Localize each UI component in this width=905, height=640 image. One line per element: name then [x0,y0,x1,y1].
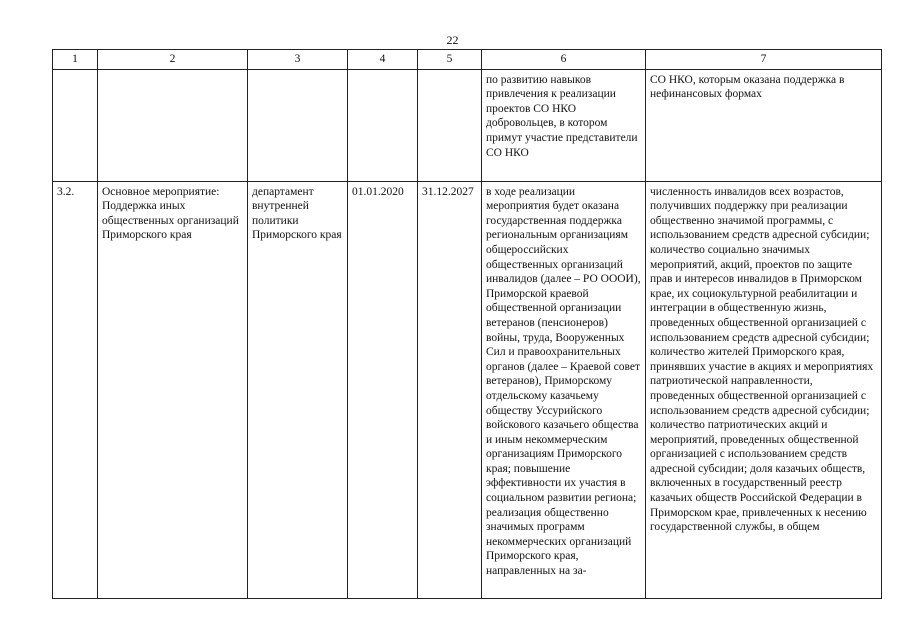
cell-indicators: численность инвалидов всех возрастов, получивших поддержку при реализации общественно значимой программы, с использованием средств адресной субсидии; количество социально значимых мероприятий, акций, проектов по защите прав и интересов инвалидов в Приморском крае, их социокультурной реабилитации и интеграции в общественную жизнь, проведенных общественной организацией с использованием средств адресной субсидии; количество жителей Приморского края, принявших участие в акциях и мероприятиях патриотической направленности, проведенных общественной организацией с использованием средств адресной субсидии; количество патриотических акций и мероприятий, проведенных общественной организацией с использованием средств адресной субсидии; доля казачьих обществ, включенных в государственный реестр казачьих обществ Российской Федерации в Приморском крае, привлеченных к несению государственной службы, в общем [646,181,882,598]
page-number: 22 [446,33,459,47]
table-row [53,69,882,181]
cell-executor: департамент внутренней политики Приморского края [248,181,348,598]
cell-measure-name: Основное мероприятие: Поддержка иных общественных организаций Приморского края [98,181,248,598]
cell-empty [348,69,418,181]
measures-table [52,49,882,599]
cell-start-date: 01.01.2020 [348,181,418,598]
cell-empty [418,69,482,181]
cell-end-date: 31.12.2027 [418,181,482,598]
header-col-6: 6 [482,50,646,70]
header-col-3: 3 [248,50,348,70]
header-col-1: 1 [53,50,98,70]
cell-result: в ходе реализации мероприятия будет оказана государственная поддержка региональным организациям общероссийских общественных организаций инвалидов (далее – РО ОООИ), Приморской краевой общественной организации ветеранов (пенсионеров) войны, труда, Вооруженных Сил и правоохранительных органов (далее – Краевой совет ветеранов), Приморскому отдельскому казачьему обществу Уссурийского войскового казачьего общества и иным некоммерческим организациям Приморского края; повышение эффективности их участия в социальном развитии региона; реализация общественно значимых программ некоммерческих организаций Приморского края, направленных на за- [482,181,646,598]
cell-empty [98,69,248,181]
cell-indicators: СО НКО, которым оказана поддержка в нефинансовых формах [646,69,882,181]
cell-result: по развитию навыков привлечения к реализации проектов СО НКО добровольцев, в котором примут участие представители СО НКО [482,69,646,181]
table-row [53,181,882,598]
header-col-5: 5 [418,50,482,70]
cell-empty [53,69,98,181]
header-col-4: 4 [348,50,418,70]
header-row [53,50,882,70]
header-col-7: 7 [646,50,882,70]
cell-empty [248,69,348,181]
header-col-2: 2 [98,50,248,70]
cell-number: 3.2. [53,181,98,598]
